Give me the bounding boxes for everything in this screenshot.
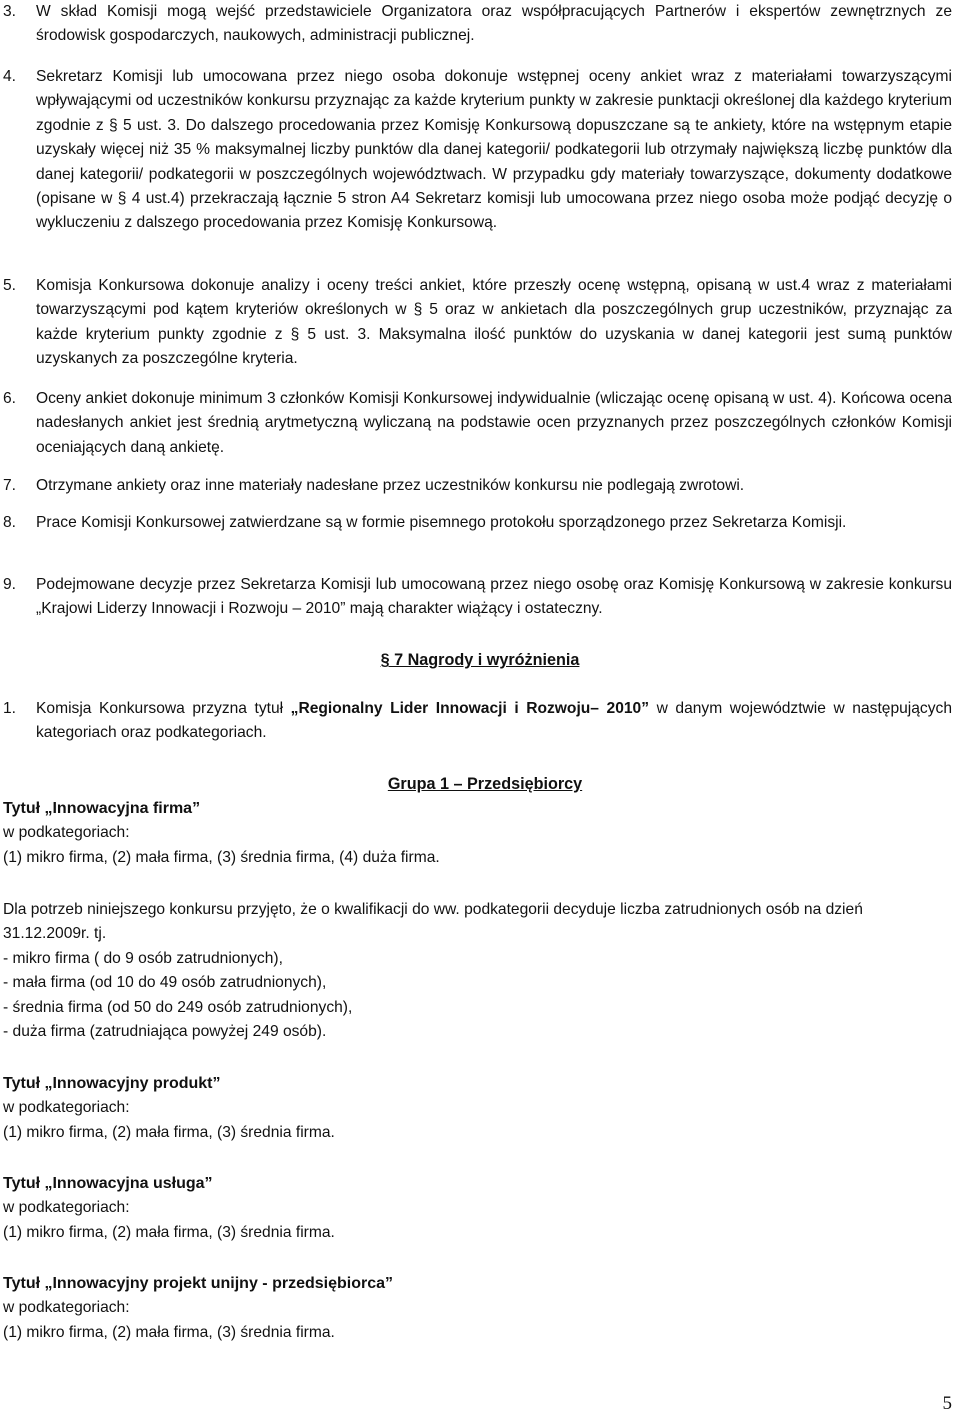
definition-line: - duża firma (zatrudniająca powyżej 249 osób).	[3, 1023, 327, 1041]
title-heading: Tytuł „Innowacyjna usługa”	[3, 1175, 213, 1192]
item-text: Sekretarz Komisji lub umocowana przez niego osoba dokonuje wstępnej oceny ankiet wraz z materiałami towarzyszącymi wpływającymi od uczestników konkursu przyznając za każde kryterium punkty w zakresie punktacji określonej dla każdego kryterium zgodnie z § 5 ust. 3. Do dalszego procedowania przez Komisję Konkursową dopuszczane są te ankiety, które na wstępnym etapie uzyskały więcej niż 35 % maksymalnej liczby punktów dla danej kategorii/ podkategorii lub otrzymały największą liczbę punktów dla danej kategorii/ podkategorii w poszczególnych województwach. W przypadku gdy materiały towarzyszące, dokumenty dodatkowe (opisane w § 4 ust.4) przekraczają łącznie 5 stron A4 Sekretarz komisji lub umocowana przez niego osoba może podjąć decyzję o wykluczeniu z dalszego procedowania przez Komisję Konkursową.	[36, 68, 952, 232]
definition-line: - średnia firma (od 50 do 249 osób zatrudnionych),	[3, 998, 353, 1016]
item-text: Komisja Konkursowa dokonuje analizy i oceny treści ankiet, które przeszły ocenę wstępną, opisaną w ust.4 wraz z materiałami towarzyszącymi pod kątem kryteriów określonych w § 5 oraz w ankietach dla poszczególnych grup uczestników, przyznając za każde kryterium punkty zgodnie z § 5 ust. 3. Maksymalna ilość punktów do uzyskania w danej kategorii jest sumą punktów uzyskanych za poszczególne kryteria.	[36, 277, 952, 368]
award-item	[0, 697, 952, 746]
item-number: 3.	[3, 3, 17, 20]
title-categories: (1) mikro firma, (2) mała firma, (3) średnia firma.	[3, 1323, 335, 1341]
item-text: Oceny ankiet dokonuje minimum 3 członków Komisji Konkursowej indywidualnie (wliczając ocenę opisaną w ust. 4). Końcowa ocena nadesłanych ankiet jest średnią arytmetyczną wyliczaną na podstawie ocen przyznanych przez poszczególnych członków Komisji oceniających daną ankietę.	[36, 390, 952, 456]
title-heading: Tytuł „Innowacyjny projekt unijny - przedsiębiorca”	[3, 1275, 393, 1292]
list-item	[0, 511, 952, 535]
item-number: 5.	[3, 277, 17, 294]
award-text-before: Komisja Konkursowa przyzna tytuł	[36, 700, 291, 717]
definition-line: - mikro firma ( do 9 osób zatrudnionych),	[3, 949, 283, 967]
award-title: „Regionalny Lider Innowacji i Rozwoju– 2010”	[290, 700, 650, 717]
title-subheading: w podkategoriach:	[3, 1099, 130, 1117]
title-subheading: w podkategoriach:	[3, 1299, 130, 1317]
list-item	[0, 387, 952, 460]
title-heading: Tytuł „Innowacyjna firma”	[3, 800, 201, 817]
definition-intro: Dla potrzeb niniejszego konkursu przyjęto, że o kwalifikacji do ww. podkategorii decyduje liczba zatrudnionych osób na dzień 31.12.2009r. tj.	[3, 901, 863, 943]
title-heading: Tytuł „Innowacyjny produkt”	[3, 1075, 221, 1092]
award-text-after: w danym województwie w następujących kategoriach oraz podkategoriach.	[36, 700, 952, 742]
title-categories: (1) mikro firma, (2) mała firma, (3) średnia firma.	[3, 1123, 335, 1141]
title-block	[3, 1272, 948, 1345]
page-number: 5	[942, 1393, 952, 1414]
group-title: Grupa 1 – Przedsiębiorcy	[387, 775, 583, 793]
title-categories: (1) mikro firma, (2) mała firma, (3) średnia firma.	[3, 1223, 335, 1241]
title-categories: (1) mikro firma, (2) mała firma, (3) średnia firma, (4) duża firma.	[3, 848, 440, 866]
award-text	[36, 697, 952, 746]
list-item	[0, 65, 952, 236]
item-number: 9.	[3, 576, 17, 593]
list-item	[0, 474, 952, 498]
item-text: W skład Komisji mogą wejść przedstawiciele Organizatora oraz współpracujących Partnerów i ekspertów zewnętrznych ze środowisk gospodarczych, naukowych, administracji publicznej.	[36, 3, 952, 45]
item-number: 4.	[3, 68, 17, 85]
definition-line: - mała firma (od 10 do 49 osób zatrudnionych),	[3, 974, 327, 992]
definition-block	[3, 898, 948, 1044]
title-block	[3, 797, 948, 870]
title-subheading: w podkategoriach:	[3, 824, 130, 842]
item-text: Otrzymane ankiety oraz inne materiały nadesłane przez uczestników konkursu nie podlegają zwrotowi.	[36, 477, 745, 494]
item-number: 6.	[3, 390, 17, 407]
item-text: Podejmowane decyzje przez Sekretarza Komisji lub umocowaną przez niego osobę oraz Komisję Konkursową w zakresie konkursu „Krajowi Liderzy Innowacji i Rozwoju – 2010” mają charakter wiążący i ostateczny.	[36, 576, 952, 618]
list-item	[0, 274, 952, 372]
title-block	[3, 1072, 948, 1145]
list-item	[0, 573, 952, 622]
title-subheading: w podkategoriach:	[3, 1199, 130, 1217]
item-number: 7.	[3, 477, 17, 494]
section-title: § 7 Nagrody i wyróżnienia	[380, 651, 580, 669]
list-item	[0, 0, 952, 49]
title-block	[3, 1172, 948, 1245]
item-text: Prace Komisji Konkursowej zatwierdzane są w formie pisemnego protokołu sporządzonego przez Sekretarza Komisji.	[36, 514, 847, 531]
item-number: 8.	[3, 514, 17, 531]
item-number: 1.	[3, 700, 17, 717]
